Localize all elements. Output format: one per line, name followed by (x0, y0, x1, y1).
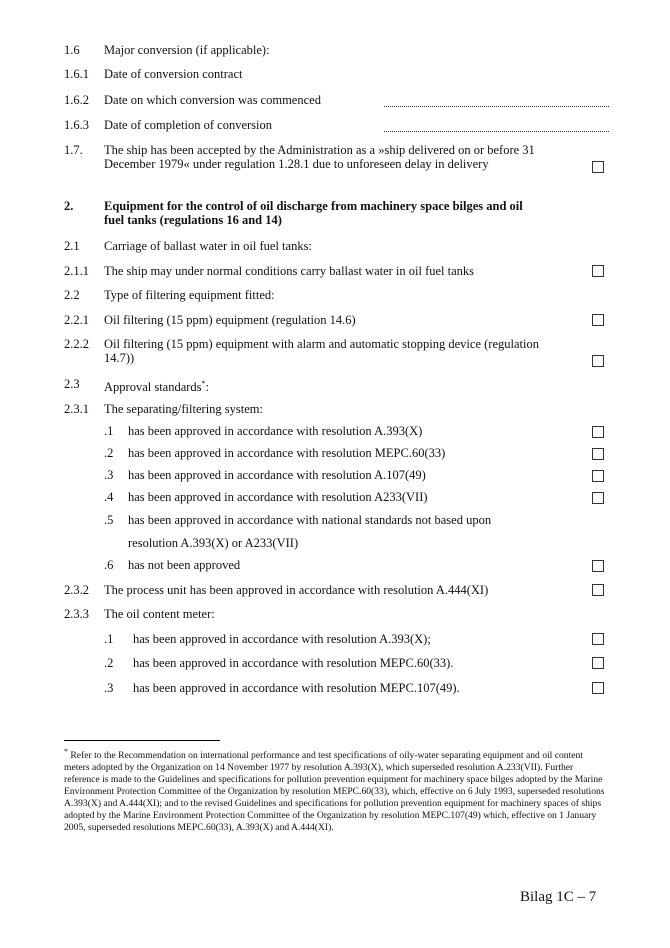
subitem-number: .2 (104, 446, 114, 460)
checkbox-separator-2[interactable] (592, 448, 604, 460)
section-title: Equipment for the control of oil discharge from machinery space bilges and oil fuel tanks (regulations 16 and 14) (104, 199, 523, 227)
checkbox-2-3-2[interactable] (592, 584, 604, 596)
footnote-ref[interactable]: * (201, 379, 206, 388)
item-number: 1.6.1 (64, 67, 89, 81)
item-number: 2.2.2 (64, 337, 89, 351)
item-number: 2.3 (64, 377, 80, 391)
item-text: Carriage of ballast water in oil fuel tanks: (104, 239, 312, 253)
item-number: 1.6 (64, 43, 80, 57)
checkbox-separator-6[interactable] (592, 560, 604, 572)
subitem-number: .5 (104, 513, 114, 527)
item-text: Major conversion (if applicable): (104, 43, 270, 57)
subitem-text: has been approved in accordance with resolution A.393(X) (128, 424, 423, 438)
item-text: Oil filtering (15 ppm) equipment with alarm and automatic stopping device (regulation 14.7)) (104, 337, 539, 365)
date-field-commenced[interactable] (384, 106, 609, 107)
item-2-2-2 (64, 337, 604, 367)
item-number: 2.3.1 (64, 402, 89, 416)
item-text: Date on which conversion was commenced (104, 93, 321, 107)
item-number: 1.6.2 (64, 93, 89, 107)
subitem-number: .6 (104, 558, 114, 572)
item-number: 2.2 (64, 288, 80, 302)
footnote-text: Refer to the Recommendation on international performance and test specifications of oily-water separating equipment and oil content meters adopted by the Organization on 14 November 1977 by resolution A.393(X), which superseded resolution A.233(VII). Further reference is made to the Guidelines and specifications for pollution prevention equipment for machinery space bilges adopted by the Marine Environment Protection Committee of the Organization by resolution MEPC.60(33), which, effective on 6 July 1993, superseded resolutions A.393(X) and A.444(XI); and to the revised Guidelines and specifications for pollution prevention equipment for machinery spaces of ships adopted by the Marine Environment Protection Committee of the Organization by resolution MEPC.107(49) which, effective on 1 January 2005, superseded resolutions MEPC.60(33), A.393(X) and A.444(XI). (64, 750, 605, 834)
item-number: 2.3.2 (64, 583, 89, 597)
checkbox-separator-1[interactable] (592, 426, 604, 438)
checkbox-1-7[interactable] (592, 161, 604, 173)
item-number: 1.6.3 (64, 118, 89, 132)
subitem-text: has been approved in accordance with resolution MEPC.60(33). (133, 656, 454, 670)
subitem-text: has been approved in accordance with resolution MEPC.107(49). (133, 681, 460, 695)
subitem-text: has been approved in accordance with national standards not based upon (128, 513, 492, 527)
subitem-number: .2 (104, 656, 114, 670)
footnote-mark: * (64, 747, 68, 756)
item-text: The ship may under normal conditions carry ballast water in oil fuel tanks (104, 264, 475, 278)
footnote (64, 746, 609, 834)
checkbox-meter-1[interactable] (592, 633, 604, 645)
page-number: Bilag 1C – 7 (520, 889, 597, 905)
subitem-text: has not been approved (128, 558, 241, 572)
item-number: 2.2.1 (64, 313, 89, 327)
checkbox-2-2-1[interactable] (592, 314, 604, 326)
subitem-text: has been approved in accordance with resolution A.107(49) (128, 468, 426, 482)
item-text: The ship has been accepted by the Administration as a »ship delivered on or before 31 December 1979« under regulation 1.28.1 due to unforeseen delay in delivery (104, 143, 535, 171)
subitem-number: .3 (104, 681, 114, 695)
subitem-text: has been approved in accordance with resolution A233(VII) (128, 490, 428, 504)
subitem-number: .3 (104, 468, 114, 482)
checkbox-2-1-1[interactable] (592, 265, 604, 277)
subitem-number: .4 (104, 490, 114, 504)
subitem-number: .1 (104, 424, 114, 438)
checkbox-meter-2[interactable] (592, 657, 604, 669)
item-number: 2.1 (64, 239, 80, 253)
subitem-text: has been approved in accordance with resolution A.393(X); (133, 632, 431, 646)
item-text: The process unit has been approved in accordance with resolution A.444(XI) (104, 583, 489, 597)
item-text: Date of completion of conversion (104, 118, 273, 132)
checkbox-meter-3[interactable] (592, 682, 604, 694)
subitem-number: .1 (104, 632, 114, 646)
item-text: Oil filtering (15 ppm) equipment (regulation 14.6) (104, 313, 356, 327)
item-text-main: Approval standards (104, 380, 202, 395)
subitem-text-continued: resolution A.393(X) or A233(VII) (128, 536, 299, 550)
footnote-divider (64, 740, 220, 741)
item-number: 2.3.3 (64, 607, 89, 621)
item-text: The oil content meter: (104, 607, 215, 621)
date-field-completion[interactable] (384, 131, 609, 132)
checkbox-2-2-2[interactable] (592, 355, 604, 367)
item-text (104, 377, 574, 394)
item-text: The separating/filtering system: (104, 402, 263, 416)
item-text: Date of conversion contract (104, 67, 243, 81)
item-number: 2.1.1 (64, 264, 89, 278)
item-number: 1.7. (64, 143, 83, 157)
item-text: Type of filtering equipment fitted: (104, 288, 275, 302)
section-number: 2. (64, 199, 74, 213)
checkbox-separator-3[interactable] (592, 470, 604, 482)
item-text-suffix: : (205, 380, 210, 395)
checkbox-separator-4[interactable] (592, 492, 604, 504)
subitem-text: has been approved in accordance with resolution MEPC.60(33) (128, 446, 446, 460)
item-1-7 (64, 143, 604, 173)
